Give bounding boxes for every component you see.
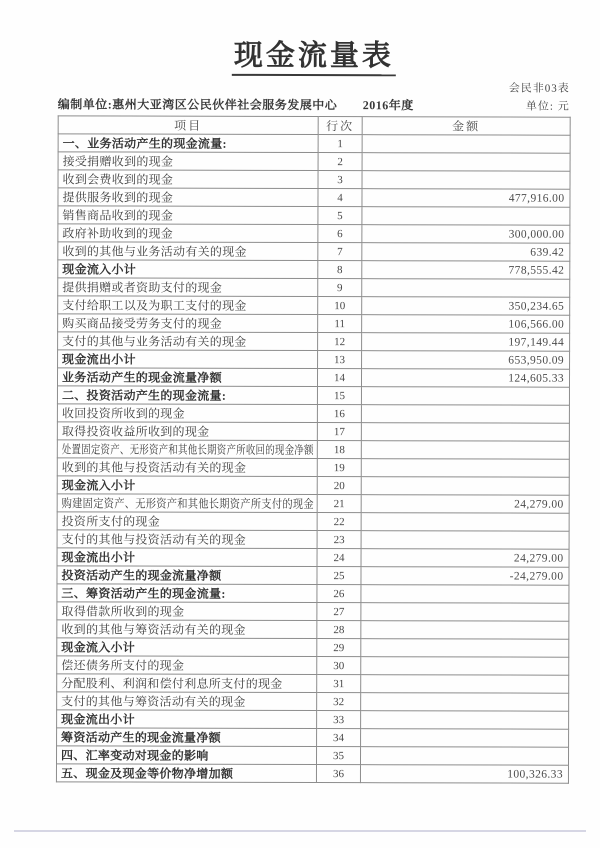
item-cell <box>58 188 318 207</box>
table-row <box>57 476 569 495</box>
table-row <box>57 440 569 459</box>
table-row <box>57 728 569 747</box>
item-text: 二、投资活动产生的现金流量: <box>61 388 227 403</box>
item-text: 政府补助收到的现金 <box>62 226 174 241</box>
item-cell <box>57 710 317 729</box>
line-cell: 7 <box>318 243 362 261</box>
amount-cell <box>362 207 570 226</box>
table-row <box>57 548 569 567</box>
item-cell <box>58 242 318 261</box>
amount-cell: -24,279.00 <box>361 567 569 586</box>
item-cell <box>57 368 317 387</box>
table-row <box>58 314 570 333</box>
table-row <box>56 746 568 765</box>
column-header-item: 项目 <box>58 116 318 135</box>
amount-cell <box>361 387 569 406</box>
table-row <box>57 692 569 711</box>
amount-cell <box>361 603 569 622</box>
item-cell <box>58 206 318 225</box>
amount-cell <box>361 657 569 676</box>
line-cell: 11 <box>318 315 362 333</box>
table-row <box>58 242 570 261</box>
item-cell <box>56 746 316 765</box>
item-text: 五、现金及现金等价物净增加额 <box>60 766 234 781</box>
table-row <box>58 152 570 171</box>
line-cell: 32 <box>317 693 361 711</box>
line-cell: 22 <box>317 513 361 531</box>
item-text: 筹资活动产生的现金流量净额 <box>61 730 221 745</box>
table-row <box>58 350 570 369</box>
table-row <box>57 386 569 405</box>
item-text: 现金流出小计 <box>61 550 136 565</box>
prepared-by <box>58 95 414 113</box>
column-header-line: 行次 <box>318 117 362 135</box>
item-text: 购建固定资产、无形资产和其他长期资产所支付的现金 <box>61 496 314 512</box>
item-cell <box>57 386 317 405</box>
item-text: 偿还债务所支付的现金 <box>61 658 185 673</box>
table-row <box>58 206 570 225</box>
document-content <box>56 0 570 784</box>
item-cell <box>57 440 317 459</box>
item-cell <box>57 602 317 621</box>
table-row <box>57 458 569 477</box>
table-row <box>57 584 569 603</box>
item-text: 提供捐赠或者资助支付的现金 <box>62 280 223 295</box>
amount-cell: 24,279.00 <box>361 549 569 568</box>
table-row <box>57 602 569 621</box>
amount-cell <box>362 279 570 298</box>
line-cell: 8 <box>318 261 362 279</box>
item-text: 接受捐赠收到的现金 <box>62 154 174 169</box>
line-cell: 29 <box>317 639 361 657</box>
form-code: 会民非03表 <box>508 82 570 95</box>
item-text: 投资所支付的现金 <box>61 514 161 529</box>
table-row <box>57 368 569 387</box>
table-row <box>58 332 570 351</box>
prepared-by-label: 编制单位:惠州大亚湾区公民伙伴社会服务发展中心 <box>57 97 338 113</box>
amount-cell <box>361 513 569 532</box>
item-cell <box>58 350 318 369</box>
item-text: 支付的其他与筹资活动有关的现金 <box>61 694 246 709</box>
line-cell: 23 <box>317 531 361 549</box>
table-body <box>56 134 570 783</box>
item-text: 收到的其他与筹资活动有关的现金 <box>61 622 246 637</box>
item-text: 提供服务收到的现金 <box>62 190 174 205</box>
item-cell <box>57 584 317 603</box>
item-cell <box>57 638 317 657</box>
table-row <box>58 260 570 279</box>
item-cell <box>57 566 317 585</box>
item-text: 现金流入小计 <box>61 478 136 493</box>
item-text: 投资活动产生的现金流量净额 <box>61 568 222 583</box>
amount-cell: 100,326.33 <box>360 765 568 784</box>
line-cell: 20 <box>317 477 361 495</box>
line-cell: 30 <box>317 657 361 675</box>
item-text: 一、业务活动产生的现金流量: <box>62 136 227 151</box>
amount-cell <box>361 639 569 658</box>
line-cell: 36 <box>316 765 360 783</box>
item-cell <box>57 512 317 531</box>
line-cell: 31 <box>317 675 361 693</box>
item-cell <box>57 620 317 639</box>
amount-cell: 477,916.00 <box>362 189 570 208</box>
table-row <box>58 296 570 315</box>
amount-cell <box>361 729 569 748</box>
prep-row <box>58 95 570 113</box>
amount-cell: 300,000.00 <box>362 225 570 244</box>
item-cell <box>58 296 318 315</box>
line-cell: 3 <box>318 171 362 189</box>
amount-cell: 24,279.00 <box>361 495 569 514</box>
amount-cell <box>361 585 569 604</box>
item-text: 收回投资所收到的现金 <box>61 406 185 421</box>
line-cell: 15 <box>317 387 361 405</box>
item-text: 销售商品收到的现金 <box>62 208 174 223</box>
page-bottom-edge <box>14 830 586 832</box>
item-text: 收到的其他与投资活动有关的现金 <box>61 460 247 475</box>
item-cell <box>58 134 318 153</box>
amount-cell <box>360 747 568 766</box>
item-text: 支付的其他与业务活动有关的现金 <box>62 334 247 349</box>
item-text: 四、汇率变动对现金的影响 <box>61 748 209 763</box>
amount-cell: 197,149.44 <box>362 333 570 352</box>
item-cell <box>57 494 317 513</box>
amount-cell <box>361 621 569 640</box>
item-cell <box>57 476 317 495</box>
item-cell <box>58 314 318 333</box>
line-cell: 35 <box>316 747 360 765</box>
item-text: 处置固定资产、无形资产和其他长期资产所收回的现金净额 <box>61 442 314 458</box>
line-cell: 14 <box>317 369 361 387</box>
amount-cell <box>361 675 569 694</box>
amount-cell <box>361 423 569 442</box>
page-title-text: 现金流量表 <box>232 40 396 76</box>
item-cell <box>57 422 317 441</box>
table-row <box>57 710 569 729</box>
amount-cell: 350,234.65 <box>362 297 570 316</box>
amount-cell <box>361 459 569 478</box>
amount-cell <box>362 135 570 154</box>
amount-cell <box>361 531 569 550</box>
table-row <box>57 494 569 513</box>
item-text: 支付给职工以及为职工支付的现金 <box>62 298 247 313</box>
line-cell: 10 <box>318 297 362 315</box>
table-row <box>57 512 569 531</box>
line-cell: 33 <box>317 711 361 729</box>
amount-cell <box>361 441 569 460</box>
item-cell <box>57 692 317 711</box>
amount-cell: 639.42 <box>362 243 570 262</box>
item-text: 购买商品接受劳务支付的现金 <box>62 316 223 331</box>
amount-cell <box>362 153 570 172</box>
item-cell <box>57 656 317 675</box>
line-cell: 5 <box>318 207 362 225</box>
table-row <box>56 764 568 783</box>
table-row <box>57 620 569 639</box>
amount-cell: 778,555.42 <box>362 261 570 280</box>
amount-cell <box>361 693 569 712</box>
item-cell <box>57 674 317 693</box>
amount-cell <box>361 405 569 424</box>
item-cell <box>57 404 317 423</box>
line-cell: 6 <box>318 225 362 243</box>
item-text: 支付的其他与投资活动有关的现金 <box>61 532 247 547</box>
table-row <box>58 170 570 189</box>
line-cell: 34 <box>317 729 361 747</box>
column-header-amount: 金额 <box>362 117 570 136</box>
table-header-row <box>58 116 570 135</box>
item-text: 现金流出小计 <box>61 712 135 727</box>
item-text: 现金流出小计 <box>62 352 136 367</box>
table-row <box>58 134 570 153</box>
line-cell: 16 <box>317 405 361 423</box>
line-cell: 4 <box>318 189 362 207</box>
item-cell <box>56 764 316 783</box>
item-text: 业务活动产生的现金流量净额 <box>61 370 222 385</box>
table-row <box>57 638 569 657</box>
item-cell <box>57 458 317 477</box>
cashflow-table <box>56 115 571 783</box>
table-row <box>58 224 570 243</box>
item-text: 现金流入小计 <box>62 262 137 277</box>
item-cell <box>58 170 318 189</box>
line-cell: 13 <box>318 351 362 369</box>
amount-cell <box>361 711 569 730</box>
line-cell: 27 <box>317 603 361 621</box>
table-row <box>57 404 569 423</box>
table-row <box>57 530 569 549</box>
page-title <box>58 39 570 76</box>
table-row <box>57 566 569 585</box>
table-row <box>57 656 569 675</box>
line-cell: 24 <box>317 549 361 567</box>
item-cell <box>57 530 317 549</box>
item-text: 取得借款所收到的现金 <box>61 604 185 619</box>
unit-label: 单位: 元 <box>525 100 570 113</box>
item-text: 三、筹资活动产生的现金流量: <box>61 586 226 601</box>
amount-cell <box>362 171 570 190</box>
line-cell: 12 <box>318 333 362 351</box>
table-row <box>57 674 569 693</box>
amount-cell: 653,950.09 <box>362 351 570 370</box>
line-cell: 17 <box>317 423 361 441</box>
item-cell <box>58 260 318 279</box>
line-cell: 9 <box>318 279 362 297</box>
item-cell <box>58 224 318 243</box>
line-cell: 26 <box>317 585 361 603</box>
fiscal-year: 2016年度 <box>362 98 414 113</box>
line-cell: 19 <box>317 459 361 477</box>
line-cell: 28 <box>317 621 361 639</box>
item-cell <box>58 332 318 351</box>
line-cell: 1 <box>318 135 362 153</box>
amount-cell: 124,605.33 <box>361 369 569 388</box>
item-text: 收到的其他与业务活动有关的现金 <box>62 244 247 259</box>
item-text: 取得投资收益所收到的现金 <box>61 424 210 439</box>
item-cell <box>58 152 318 171</box>
line-cell: 21 <box>317 495 361 513</box>
item-cell <box>57 548 317 567</box>
item-text: 分配股利、利润和偿付利息所支付的现金 <box>61 676 283 691</box>
amount-cell <box>361 477 569 496</box>
table-row <box>58 278 570 297</box>
table-row <box>57 422 569 441</box>
line-cell: 18 <box>317 441 361 459</box>
line-cell: 2 <box>318 153 362 171</box>
amount-cell: 106,566.00 <box>362 315 570 334</box>
item-cell <box>58 278 318 297</box>
item-text: 收到会费收到的现金 <box>62 172 174 187</box>
line-cell: 25 <box>317 567 361 585</box>
item-cell <box>57 728 317 747</box>
table-row <box>58 188 570 207</box>
item-text: 现金流入小计 <box>61 640 136 655</box>
